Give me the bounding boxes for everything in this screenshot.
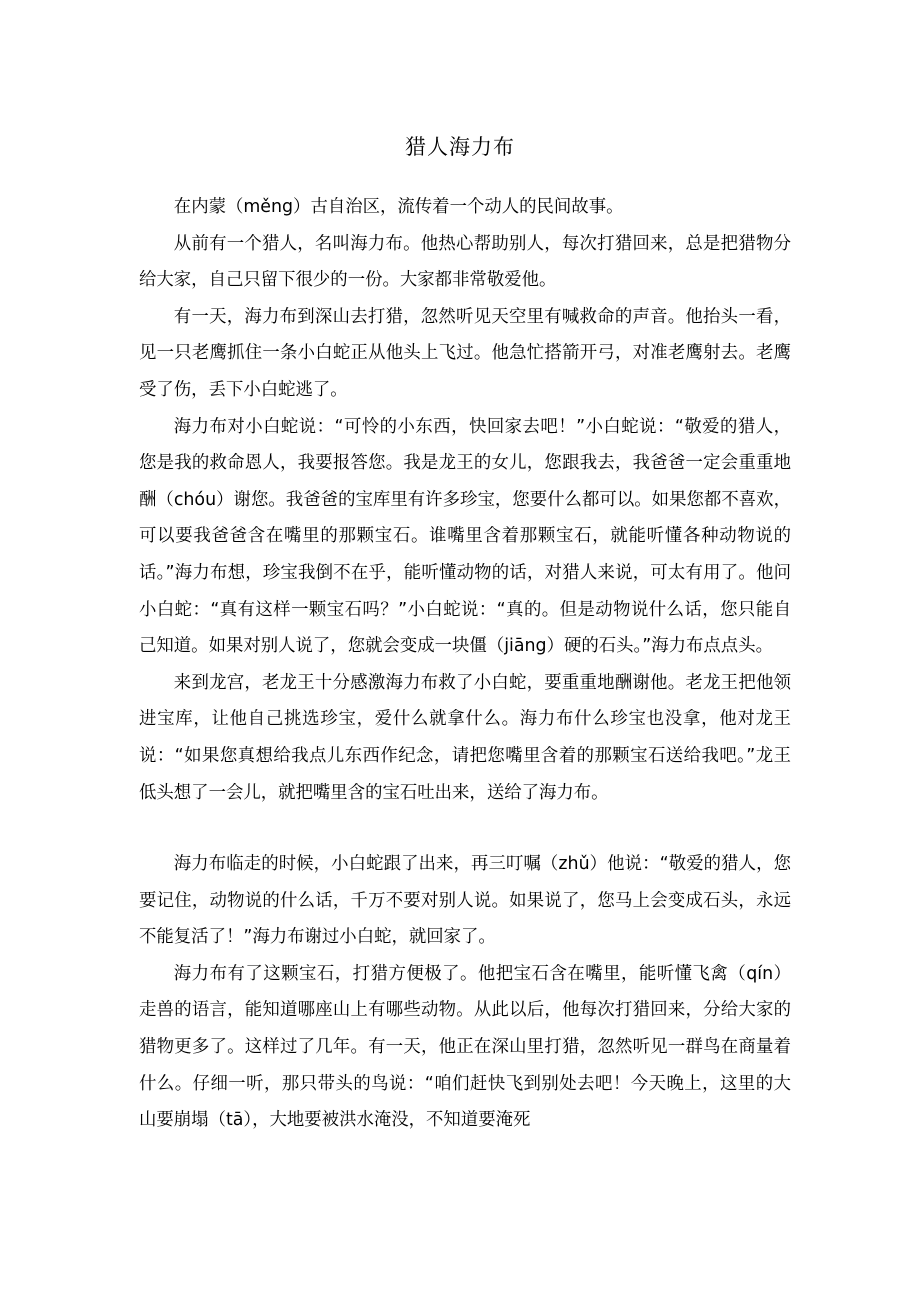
paragraph: 海力布有了这颗宝石，打猎方便极了。他把宝石含在嘴里，能听懂飞禽（qín）走兽的语言，能知道哪座山上有哪些动物。从此以后，他每次打猎回来，分给大家的猎物更多了。这样过了几年。有一天，他正在深山里打猎，忽然听见一群鸟在商量着什么。仔细一听，那只带头的鸟说：“咱们赶快飞到别处去吧！今天晚上，这里的大山要崩塌（tā），大地要被洪水淹没，不知道要淹死 bbox=[139, 963, 791, 1131]
document-title: 猎人海力布 bbox=[405, 135, 515, 159]
paragraph: 海力布对小白蛇说：“可怜的小东西，快回家去吧！”小白蛇说：“敬爱的猎人，您是我的救命恩人，我要报答您。我是龙王的女儿，您跟我去，我爸爸一定会重重地酬（chóu）谢您。我爸爸的宝库里有许多珍宝，您要什么都可以。如果您都不喜欢，可以要我爸爸含在嘴里的那颗宝石。谁嘴里含着那颗宝石，就能听懂各种动物说的话。”海力布想，珍宝我倒不在乎，能听懂动物的话，对猎人来说，可太有用了。他问小白蛇：“真有这样一颗宝石吗？”小白蛇说：“真的。但是动物说什么话，您只能自己知道。如果对别人说了，您就会变成一块僵（jiāng）硬的石头。”海力布点点头。 bbox=[139, 416, 791, 657]
paragraph: 来到龙宫，老龙王十分感激海力布救了小白蛇，要重重地酬谢他。老龙王把他领进宝库，让他自己挑选珍宝，爱什么就拿什么。海力布什么珍宝也没拿，他对龙王说：“如果您真想给我点儿东西作纪念，请把您嘴里含着的那颗宝石送给我吧。”龙王低头想了一会儿，就把嘴里含的宝石吐出来，送给了海力布。 bbox=[139, 672, 791, 803]
document-body bbox=[139, 189, 791, 1139]
paragraph: 在内蒙（měng）古自治区，流传着一个动人的民间故事。 bbox=[173, 197, 624, 217]
paragraph: 海力布临走的时候，小白蛇跟了出来，再三叮嘱（zhǔ）他说：“敬爱的猎人，您要记住，动物说的什么话，千万不要对别人说。如果说了，您马上会变成石头，永远不能复活了！”海力布谢过小白蛇，就回家了。 bbox=[139, 854, 791, 948]
paragraph: 从前有一个猎人，名叫海力布。他热心帮助别人，每次打猎回来，总是把猎物分给大家，自己只留下很少的一份。大家都非常敬爱他。 bbox=[139, 233, 791, 291]
paragraph: 有一天，海力布到深山去打猎，忽然听见天空里有喊救命的声音。他抬头一看，见一只老鹰抓住一条小白蛇正从他头上飞过。他急忙搭箭开弓，对准老鹰射去。老鹰受了伤，丢下小白蛇逃了。 bbox=[139, 306, 791, 400]
